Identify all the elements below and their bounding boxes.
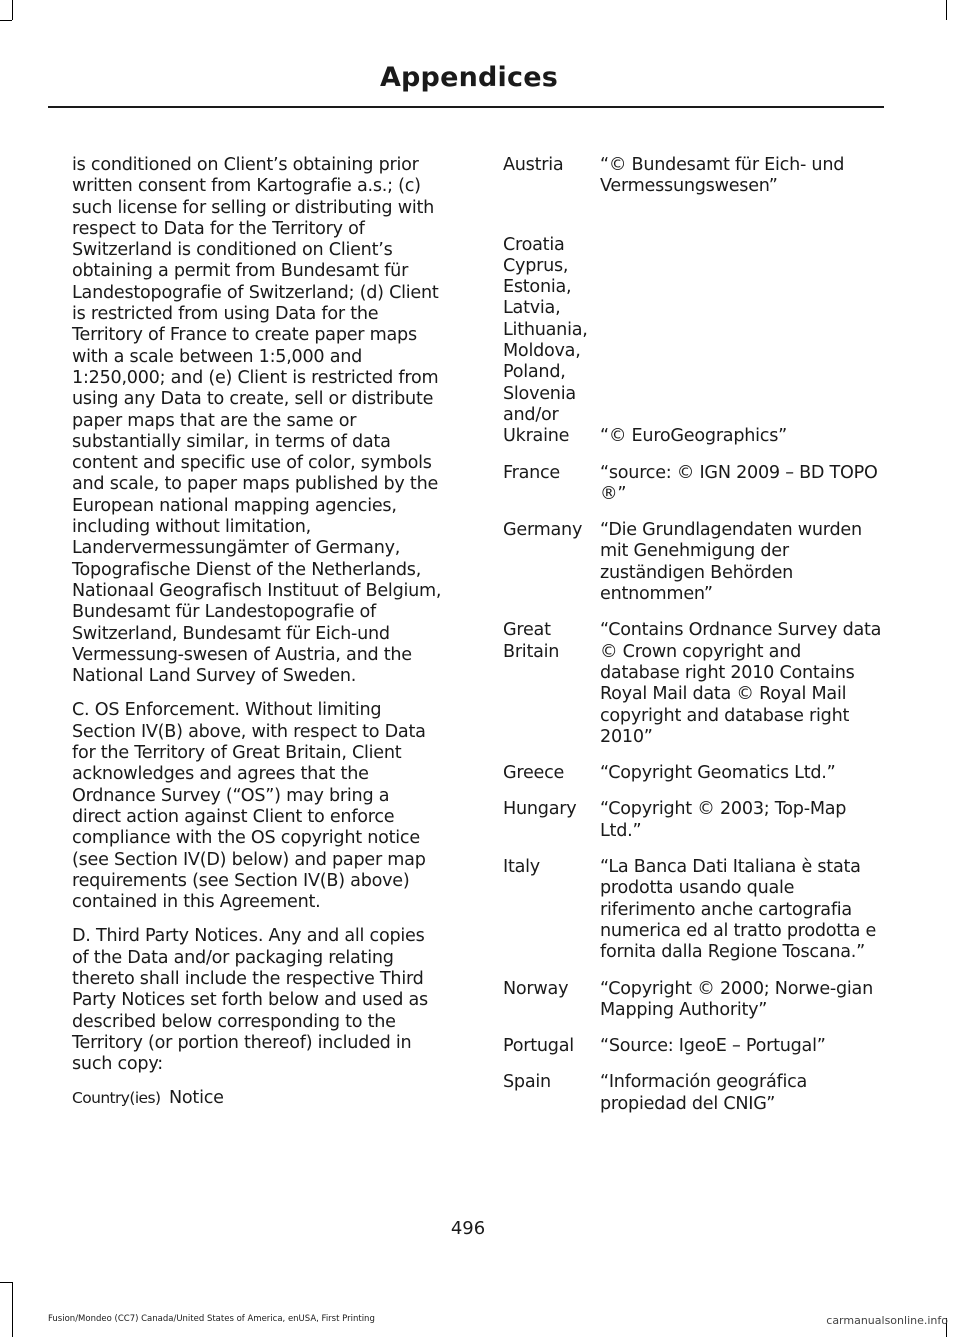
row-country: Croatia Cyprus, Estonia, Latvia, Lithuania, Moldova, Poland, Slovenia and/or Ukraine: [503, 234, 588, 447]
table-row: [503, 155, 883, 198]
paragraph-os-enforcement: C. OS Enforcement. Without limiting Section IV(B) above, with respect to Data for the Territory of Great Britain, Client acknowledges and agrees that the Ordnance Survey (“OS”) may bring a direct action against Client to enforce compliance with the OS copyright notice (see Section IV(D) below) and paper map requirements (see Section IV(B) above) contained in this Agreement.: [72, 700, 426, 913]
table-row: [503, 763, 883, 784]
crop-mark-top-right-v: [946, 0, 947, 20]
row-country: Italy: [503, 857, 540, 878]
paragraph-third-party-notices: D. Third Party Notices. Any and all copies of the Data and/or packaging relating thereto shall include the respective Third Party Notices set forth below and used as described below corresponding to the Territory (or portion thereof) included in such copy:: [72, 926, 428, 1075]
row-notice: “La Banca Dati Italiana è stata prodotta usando quale riferimento anche cartografia numerica ed al tratto prodotta e fornita dalla Regione Toscana.”: [600, 857, 877, 963]
row-country: Austria: [503, 155, 564, 175]
page-number: 496: [450, 1218, 486, 1239]
row-country: Hungary: [503, 799, 577, 820]
row-notice: “Die Grundlagendaten wurden mit Genehmigung der zuständigen Behörden entnommen”: [600, 520, 862, 605]
row-notice: “© EuroGeographics”: [600, 426, 787, 447]
table-row: [503, 979, 883, 1022]
crop-mark-bottom-left-h: [0, 1282, 12, 1283]
table-row: [503, 620, 883, 748]
notices-table: [503, 155, 883, 1130]
table-row: [503, 463, 883, 506]
row-notice: “Copyright © 2003; Top-Map Ltd.”: [600, 799, 847, 841]
row-country: Great Britain: [503, 620, 560, 662]
table-row: [503, 857, 883, 963]
row-country: Norway: [503, 978, 569, 999]
left-column: [72, 155, 442, 1110]
row-notice: “source: © IGN 2009 – BD TOPO ®”: [600, 462, 878, 504]
table-row: [503, 1036, 883, 1057]
row-notice: “Información geográfica propiedad del CNIG”: [600, 1072, 808, 1114]
row-country: Greece: [503, 763, 565, 784]
row-country: Germany: [503, 520, 583, 541]
row-country: France: [503, 462, 561, 483]
table-row: [503, 520, 883, 605]
row-country: Spain: [503, 1072, 551, 1093]
footer-edition-info: Fusion/Mondeo (CC7) Canada/United States of America, enUSA, First Printing: [48, 1314, 375, 1324]
row-notice: “Source: IgeoE – Portugal”: [600, 1036, 826, 1057]
paragraph-license-conditions: is conditioned on Client’s obtaining prior written consent from Kartografie a.s.; (c) such license for selling or distributing with respect to Data for the Territory of Switzerland is conditioned on Client’s obtaining a permit from Bundesamt für Landestopografie of Switzerland; (d) Client is restricted from using Data for the Territory of France to create paper maps with a scale between 1:5,000 and 1:250,000; and (e) Client is restricted from using any Data to create, sell or distribute paper maps that are the same or substantially similar, in terms of data content and specific use of color, symbols and scale, to paper maps published by the European national mapping agencies, including without limitation, Landervermessungämter of Germany, Topografische Dienst of the Netherlands, Nationaal Geografisch Instituut of Belgium, Bundesamt für Landestopografie of Switzerland, Bundesamt für Eich-und Vermessung-swesen of Austria, and the National Land Survey of Sweden.: [72, 155, 442, 687]
page-title: Appendices: [379, 62, 558, 93]
row-notice: “© Bundesamt für Eich- und Vermessungswesen”: [600, 155, 845, 197]
row-notice: “Contains Ordnance Survey data © Crown copyright and database right 2010 Contains Royal Mail data © Royal Mail copyright and database right 2010”: [600, 620, 882, 747]
crop-mark-top-left-h: [0, 20, 12, 21]
row-notice: “Copyright © 2000; Norwe-gian Mapping Authority”: [600, 978, 873, 1020]
table-row: [503, 1072, 883, 1115]
crop-mark-bottom-left-v: [12, 1282, 13, 1337]
header-divider: [48, 106, 884, 108]
notices-table-header: [72, 1088, 442, 1109]
column-header-country: Country(ies): [72, 1089, 161, 1108]
watermark: carmanualsonline.info: [826, 1314, 948, 1327]
column-header-notice: Notice: [169, 1088, 224, 1109]
crop-mark-top-left-v: [12, 0, 13, 20]
row-country: Portugal: [503, 1036, 574, 1057]
table-row: [503, 213, 883, 448]
table-row: [503, 799, 883, 842]
row-notice: “Copyright Geomatics Ltd.”: [600, 763, 836, 784]
